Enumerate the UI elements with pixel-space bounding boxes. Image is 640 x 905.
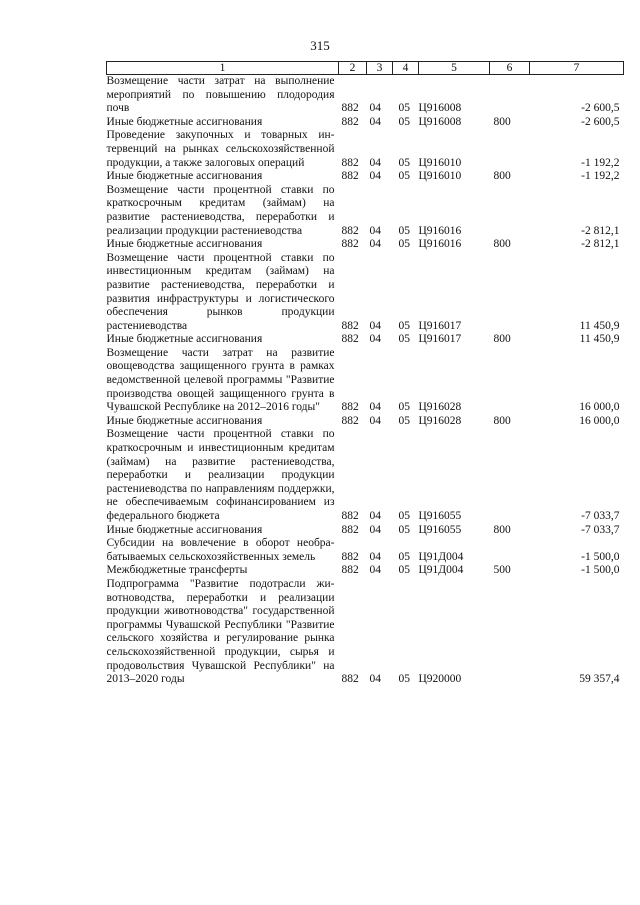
subsection-code-cell: 05 [398, 414, 410, 427]
amount-cell: -1 500,0 [581, 550, 620, 563]
header-cell: 5 [419, 62, 490, 75]
amount-cell: -2 600,5 [581, 115, 620, 128]
subsection-code-cell: 05 [398, 333, 410, 346]
target-article-cell: Ц916055 [418, 510, 462, 522]
expense-name-cell: Возмещение части процентной ставки по краткосрочным кредитам (займам) на развитие растениеводства, переработки и реализации продукции растениеводства [106, 183, 335, 237]
expense-type-cell: 800 [493, 238, 511, 251]
subsection-code-cell: 05 [398, 115, 410, 128]
expense-name-cell: Иные бюджетные ассигнования [106, 414, 263, 427]
admin-code-cell: 882 [341, 550, 359, 563]
section-code-cell: 04 [369, 414, 381, 427]
expense-name-cell: Подпрограмма "Развитие подотрасли животноводства, переработки и реализации продукции животноводства" государственной программы Чувашской Республики "Развитие сельского хозяйства и регулирование рынка сельскохозяйственной продукции, сырья и продовольствия Чувашской Республики" на 2013–2020 годы [106, 577, 335, 686]
admin-code-cell: 882 [341, 115, 359, 128]
expense-type-cell: 800 [493, 170, 511, 183]
table-row [107, 75, 624, 116]
table-row [107, 524, 624, 538]
subsection-code-cell: 05 [398, 401, 410, 414]
expense-type-cell [490, 252, 530, 334]
expense-name-cell: Межбюджетные трансферты [106, 564, 248, 577]
header-row [107, 62, 624, 75]
table-row [107, 415, 624, 429]
expense-type-cell: 800 [493, 523, 511, 536]
section-code-cell: 04 [369, 333, 381, 346]
admin-code-cell: 882 [341, 224, 359, 237]
budget-table [106, 61, 624, 687]
amount-cell: 11 450,9 [579, 333, 620, 346]
amount-cell: -7 033,7 [581, 523, 620, 536]
header-cell: 7 [530, 62, 624, 75]
table-row [107, 564, 624, 578]
expense-name-cell: Возмещение части затрат на развитие овощеводства защищенного грунта в рамках ведомственной целевой программы "Развитие производства овощей защищенного грунта в Чувашской Республике на 2012–2016 годы" [106, 346, 335, 414]
subsection-code-cell: 05 [398, 238, 410, 251]
section-code-cell: 04 [369, 238, 381, 251]
expense-name-cell: Иные бюджетные ассигнования [106, 238, 263, 251]
amount-cell: 16 000,0 [579, 414, 620, 427]
subsection-code-cell: 05 [398, 673, 410, 686]
table-row [107, 428, 624, 523]
section-code-cell: 04 [369, 170, 381, 183]
expense-name-cell: Возмещение части процентной ставки по инвестиционным кредитам (займам) на развитие растениеводства, переработки и развития инфраструктуры и логистического обеспечения рынков продукции растениеводства [106, 251, 335, 332]
expense-type-cell [490, 347, 530, 415]
table-row [107, 170, 624, 184]
amount-cell: -2 812,1 [581, 238, 620, 251]
section-code-cell: 04 [369, 115, 381, 128]
expense-type-cell [490, 578, 530, 687]
table-row [107, 252, 624, 334]
admin-code-cell: 882 [341, 673, 359, 686]
expense-type-cell: 800 [493, 333, 511, 346]
page-number: 315 [310, 38, 330, 53]
section-code-cell: 04 [369, 510, 381, 522]
subsection-code-cell: 05 [398, 319, 410, 332]
target-article-cell: Ц916028 [418, 414, 462, 427]
table-row [107, 347, 624, 415]
expense-name-cell: Иные бюджетные ассигнования [106, 523, 263, 536]
table-row [107, 116, 624, 130]
target-article-cell: Ц91Д004 [418, 550, 464, 563]
amount-cell: 59 357,4 [579, 673, 620, 686]
target-article-cell: Ц916016 [418, 224, 462, 237]
subsection-code-cell: 05 [398, 224, 410, 237]
admin-code-cell: 882 [341, 238, 359, 251]
admin-code-cell: 882 [341, 319, 359, 332]
expense-type-cell: 800 [493, 115, 511, 128]
admin-code-cell: 882 [341, 170, 359, 183]
expense-type-cell [490, 428, 530, 523]
target-article-cell: Ц916008 [418, 102, 462, 115]
table-row [107, 578, 624, 687]
target-article-cell: Ц916010 [418, 170, 462, 183]
amount-cell: 16 000,0 [579, 401, 620, 414]
section-code-cell: 04 [369, 673, 381, 686]
admin-code-cell: 882 [341, 102, 359, 115]
target-article-cell: Ц916017 [418, 319, 462, 332]
amount-cell: -1 192,2 [581, 170, 620, 183]
section-code-cell: 04 [369, 401, 381, 414]
subsection-code-cell: 05 [398, 523, 410, 536]
admin-code-cell: 882 [341, 401, 359, 414]
expense-name-cell: Иные бюджетные ассигнования [106, 333, 263, 346]
expense-name-cell: Субсидии на вовлечение в оборот необрабатываемых сельскохозяйственных земель [106, 537, 335, 563]
section-code-cell: 04 [369, 523, 381, 536]
table-row [107, 537, 624, 564]
expense-type-cell [490, 537, 530, 564]
expense-type-cell: 500 [493, 564, 511, 577]
section-code-cell: 04 [369, 319, 381, 332]
admin-code-cell: 882 [341, 564, 359, 577]
table-row [107, 184, 624, 238]
table-row [107, 238, 624, 252]
target-article-cell: Ц916016 [418, 238, 462, 251]
header-cell: 4 [393, 62, 419, 75]
table-row [107, 333, 624, 347]
expense-name-cell: Возмещение части затрат на выполнение мероприятий по повышению плодородия почв [106, 75, 335, 115]
admin-code-cell: 882 [341, 156, 359, 169]
target-article-cell: Ц920000 [418, 673, 462, 686]
expense-type-cell [490, 184, 530, 238]
header-cell: 1 [107, 62, 339, 75]
target-article-cell: Ц916017 [418, 333, 462, 346]
amount-cell: 11 450,9 [579, 319, 620, 332]
section-code-cell: 04 [369, 564, 381, 577]
section-code-cell: 04 [369, 224, 381, 237]
amount-cell: -7 033,7 [581, 510, 620, 522]
table-row [107, 129, 624, 170]
subsection-code-cell: 05 [398, 156, 410, 169]
expense-name-cell: Возмещение части процентной ставки по краткосрочным и инвестиционным кредитам (займам) на развитие растениеводства, переработки и реализации продукции растениеводства по направлениям поддержки, не обеспечиваемым софинансированием из федерального бюджета [106, 428, 335, 522]
target-article-cell: Ц91Д004 [418, 564, 464, 577]
subsection-code-cell: 05 [398, 550, 410, 563]
expense-type-cell: 800 [493, 414, 511, 427]
expense-name-cell: Иные бюджетные ассигнования [106, 115, 263, 128]
expense-type-cell [490, 129, 530, 170]
amount-cell: -1 500,0 [581, 564, 620, 577]
expense-type-cell [490, 75, 530, 116]
subsection-code-cell: 05 [398, 102, 410, 115]
header-cell: 6 [490, 62, 530, 75]
section-code-cell: 04 [369, 156, 381, 169]
admin-code-cell: 882 [341, 414, 359, 427]
target-article-cell: Ц916055 [418, 523, 462, 536]
header-cell: 3 [367, 62, 393, 75]
section-code-cell: 04 [369, 102, 381, 115]
subsection-code-cell: 05 [398, 170, 410, 183]
target-article-cell: Ц916010 [418, 156, 462, 169]
admin-code-cell: 882 [341, 333, 359, 346]
target-article-cell: Ц916008 [418, 115, 462, 128]
section-code-cell: 04 [369, 550, 381, 563]
subsection-code-cell: 05 [398, 564, 410, 577]
amount-cell: -1 192,2 [581, 156, 620, 169]
expense-name-cell: Проведение закупочных и товарных интервенций на рынках сельскохозяйственной продукции, а также залоговых операций [106, 129, 335, 169]
target-article-cell: Ц916028 [418, 401, 462, 414]
admin-code-cell: 882 [341, 523, 359, 536]
subsection-code-cell: 05 [398, 510, 410, 522]
expense-name-cell: Иные бюджетные ассигнования [106, 170, 263, 183]
header-cell: 2 [339, 62, 367, 75]
admin-code-cell: 882 [341, 510, 359, 522]
amount-cell: -2 812,1 [581, 224, 620, 237]
amount-cell: -2 600,5 [581, 102, 620, 115]
